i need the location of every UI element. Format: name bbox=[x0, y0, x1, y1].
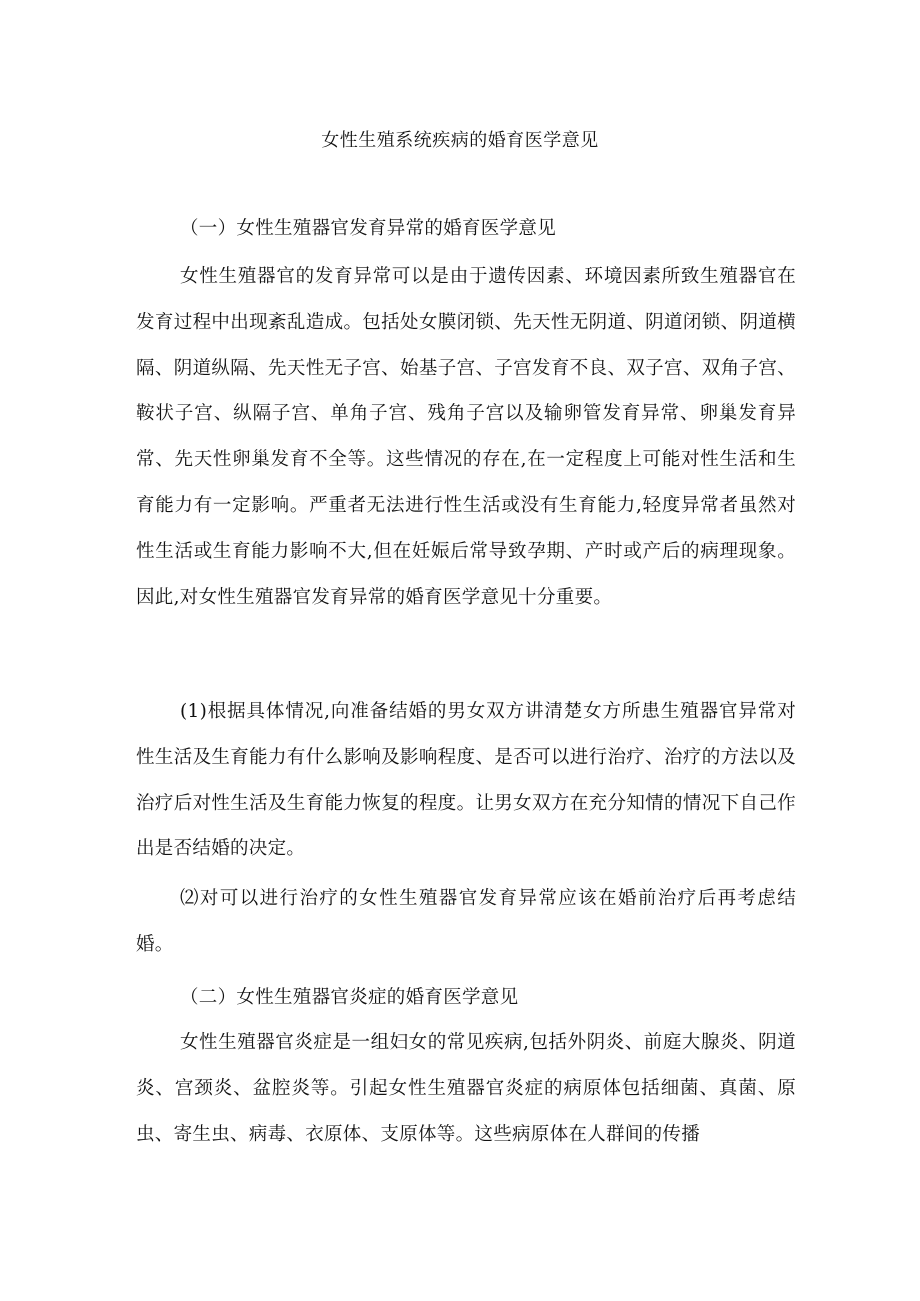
section-heading-1: （一）女性生殖器官发育异常的婚育医学意见 bbox=[180, 218, 557, 239]
list-item-1: (1)根据具体情况,向准备结婚的男女双方讲清楚女方所患生殖器官异常对性生活及生育能力有什么影响及影响程度、是否可以进行治疗、治疗的方法以及治疗后对性生活及生育能力恢复的程度。让男女双方在充分知情的情况下自己作出是否结婚的决定。 bbox=[136, 701, 796, 860]
section-1-paragraph: 女性生殖器官的发育异常可以是由于遗传因素、环境因素所致生殖器官在发育过程中出现紊乱造成。包括处女膜闭锁、先天性无阴道、阴道闭锁、阴道横隔、阴道纵隔、先天性无子宫、始基子宫、子宫发育不良、双子宫、双角子宫、鞍状子宫、纵隔子宫、单角子宫、残角子宫以及输卵管发育异常、卵巢发育异常、先天性卵巢发育不全等。这些情况的存在,在一定程度上可能对性生活和生育能力有一定影响。严重者无法进行性生活或没有生育能力,轻度异常者虽然对性生活或生育能力影响不大,但在妊娠后常导致孕期、产时或产后的病理现象。因此,对女性生殖器官发育异常的婚育医学意见十分重要。 bbox=[136, 266, 796, 608]
section-heading-2: （二）女性生殖器官炎症的婚育医学意见 bbox=[180, 987, 519, 1008]
section-2-paragraph: 女性生殖器官炎症是一组妇女的常见疾病,包括外阴炎、前庭大腺炎、阴道炎、宫颈炎、盆腔炎等。引起女性生殖器官炎症的病原体包括细菌、真菌、原虫、寄生虫、病毒、衣原体、支原体等。这些病原体在人群间的传播 bbox=[136, 1032, 796, 1145]
list-item-2: ⑵对可以进行治疗的女性生殖器官发育异常应该在婚前治疗后再考虑结婚。 bbox=[136, 888, 796, 955]
document-title: 女性生殖系统疾病的婚育医学意见 bbox=[321, 130, 599, 151]
